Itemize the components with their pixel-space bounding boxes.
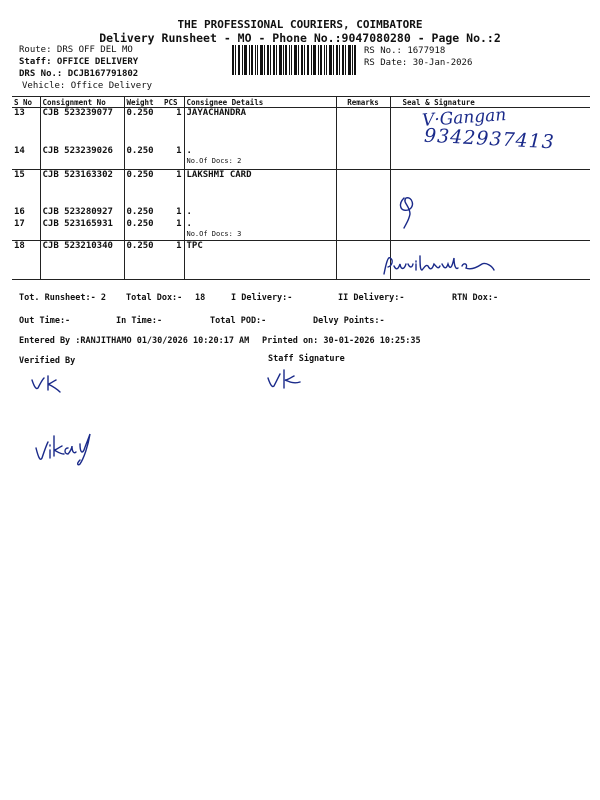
- row-remarks: [336, 170, 390, 207]
- col-seal-signature: Seal & Signature: [390, 97, 590, 108]
- verified-by-initials: [30, 372, 70, 394]
- row-consignee: .: [186, 218, 192, 229]
- table-row: [12, 170, 590, 207]
- row-sno: 18: [12, 241, 40, 280]
- col-sno: S No: [12, 97, 40, 108]
- table-row: [12, 241, 590, 280]
- runsheet-subtitle: Delivery Runsheet - MO - Phone No.:9047080280 - Page No.:2: [99, 31, 501, 45]
- barcode-image: [232, 45, 356, 75]
- delvy-points: Delvy Points:-: [313, 316, 385, 326]
- handwritten-cursive-signature: [380, 252, 498, 280]
- row-sno: 14: [12, 146, 40, 170]
- i-delivery: I Delivery:-: [231, 293, 293, 303]
- row-remarks: [336, 108, 390, 146]
- staff-signature-initials: [264, 368, 308, 392]
- handwritten-squiggle-signature: [390, 190, 430, 230]
- staff-label: Staff: OFFICE DELIVERY: [19, 57, 139, 67]
- rtn-dox: RTN Dox:-: [452, 293, 499, 303]
- total-dox-label: Total Dox:-: [126, 293, 183, 303]
- table-row: [12, 219, 590, 241]
- total-pod: Total POD:-: [210, 316, 267, 326]
- company-title: THE PROFESSIONAL COURIERS, COIMBATORE: [177, 18, 423, 31]
- row-consignee: TPC: [184, 241, 336, 280]
- entered-by: Entered By :RANJITHAMO 01/30/2026 10:20:17 AM: [19, 336, 250, 346]
- row-pcs: 1: [176, 108, 182, 118]
- row-remarks: [336, 207, 390, 219]
- handwritten-vijay-signature: [34, 430, 100, 468]
- rs-date: RS Date: 30-Jan-2026: [364, 58, 473, 68]
- col-weight: Weight: [124, 97, 162, 108]
- vehicle-label: Vehicle: Office Delivery: [22, 81, 153, 91]
- row-consignee: .: [186, 145, 192, 156]
- row-pcs: 1: [162, 241, 184, 280]
- col-pcs: PCS: [162, 97, 184, 108]
- row-pcs: 1: [162, 219, 184, 241]
- row-sno: 16: [14, 206, 25, 217]
- handwritten-name-signature: V·Gangan: [421, 105, 507, 131]
- total-runsheet: Tot. Runsheet:- 2: [19, 293, 106, 303]
- row-consignee-cell: [184, 146, 336, 170]
- row-remarks: [336, 146, 390, 170]
- row-weight: 0.250: [124, 241, 162, 280]
- row-sno: 15: [14, 170, 25, 180]
- row-weight: 0.250: [124, 170, 162, 207]
- row-sno: 17: [12, 219, 40, 241]
- row-consignee-cell: [184, 219, 336, 241]
- row-weight: 0.250: [124, 108, 162, 146]
- handwritten-phone-number: 9342937413: [423, 124, 556, 154]
- row-weight: 0.250: [124, 219, 162, 241]
- staff-signature-label: Staff Signature: [268, 354, 345, 364]
- rs-number: RS No.: 1677918: [364, 46, 446, 56]
- row-consignment: CJB 523163302: [40, 170, 124, 207]
- row-weight: 0.250: [124, 207, 162, 219]
- row-consignment: CJB 523239026: [40, 146, 124, 170]
- col-consignment: Consignment No: [40, 97, 124, 108]
- row-consignment: CJB 523165931: [40, 219, 124, 241]
- row-weight: 0.250: [124, 146, 162, 170]
- row-consignment: CJB 523210340: [40, 241, 124, 280]
- printed-on: Printed on: 30-01-2026 10:25:35: [262, 336, 421, 346]
- col-remarks: Remarks: [336, 97, 390, 108]
- col-consignee: Consignee Details: [184, 97, 336, 108]
- table-row: [12, 207, 590, 219]
- row-sno: 13: [14, 108, 25, 118]
- drs-number: DRS No.: DCJB167791802: [19, 69, 139, 79]
- row-consignment: CJB 523280927: [40, 207, 124, 219]
- row-pcs: 1: [162, 146, 184, 170]
- route-label: Route: DRS OFF DEL MO: [19, 45, 133, 55]
- row-consignee: .: [184, 207, 336, 219]
- ii-delivery: II Delivery:-: [338, 293, 405, 303]
- row-consignee: LAKSHMI CARD: [184, 170, 336, 207]
- row-docs-note: No.Of Docs: 3: [186, 229, 242, 238]
- row-pcs: 1: [176, 206, 182, 217]
- row-consignee: JAYACHANDRA: [184, 108, 336, 146]
- row-pcs: 1: [176, 170, 182, 180]
- row-docs-note: No.Of Docs: 2: [186, 156, 242, 165]
- row-remarks: [336, 219, 390, 241]
- out-time: Out Time:-: [19, 316, 71, 326]
- total-dox-value: 18: [195, 293, 206, 303]
- verified-by-label: Verified By: [19, 356, 76, 366]
- in-time: In Time:-: [116, 316, 163, 326]
- row-consignment: CJB 523239077: [40, 108, 124, 146]
